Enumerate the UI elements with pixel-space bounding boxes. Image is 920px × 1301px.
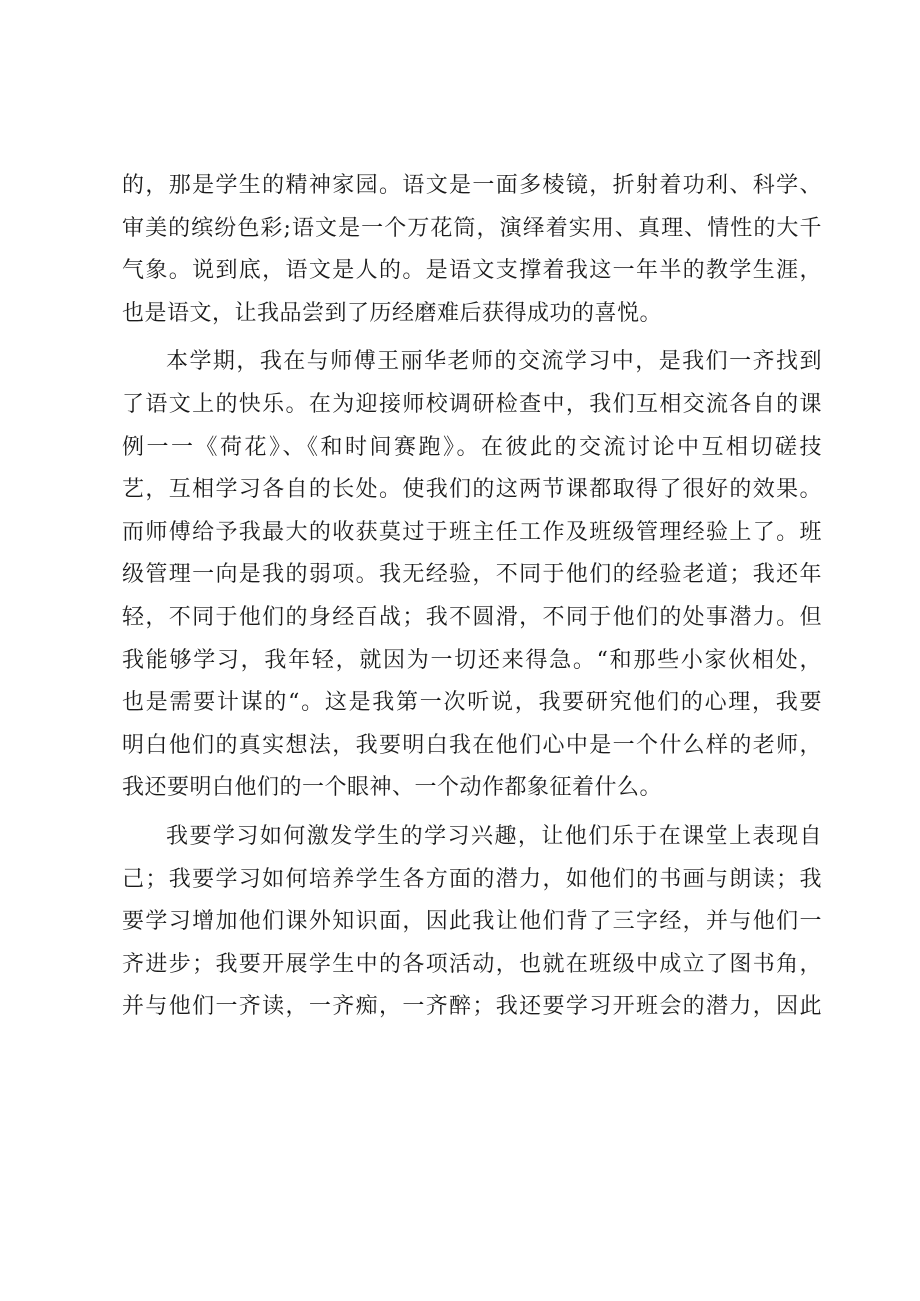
text-line: 气象。说到底，语文是人的。是语文支撑着我这一年半的教学生涯， — [122, 258, 822, 284]
body-text — [122, 165, 822, 1029]
text-line: 级管理一向是我的弱项。我无经验，不同于他们的经验老道；我还年 — [122, 562, 822, 588]
paragraph-3 — [122, 816, 822, 1029]
text-line: 本学期，我在与师傅王丽华老师的交流学习中，是我们一齐找到 — [166, 349, 822, 375]
text-line: 了语文上的快乐。在为迎接师校调研检查中，我们互相交流各自的课 — [122, 391, 822, 417]
text-line: 轻，不同于他们的身经百战；我不圆滑，不同于他们的处事潜力。但 — [122, 604, 822, 630]
text-line: 也是语文，让我品尝到了历经磨难后获得成功的喜悦。 — [122, 300, 663, 326]
paragraph-1 — [122, 165, 822, 335]
text-line: 的，那是学生的精神家园。语文是一面多棱镜，折射着功利、科学、 — [122, 173, 822, 198]
text-line: 明白他们的真实想法，我要明白我在他们心中是一个什么样的老师， — [122, 732, 822, 758]
text-line: 审美的缤纷色彩;语文是一个万花筒，演绎着实用、真理、情性的大千 — [122, 215, 822, 241]
text-line: 齐进步；我要开展学生中的各项活动，也就在班级中成立了图书角， — [122, 951, 822, 977]
text-line: 并与他们一齐读，一齐痴，一齐醉；我还要学习开班会的潜力，因此 — [122, 994, 822, 1020]
text-line: 我还要明白他们的一个眼神、一个动作都象征着什么。 — [122, 775, 663, 801]
text-line: 而师傅给予我最大的收获莫过于班主任工作及班级管理经验上了。班 — [122, 519, 822, 545]
text-line: 艺，互相学习各自的长处。使我们的这两节课都取得了很好的效果。 — [122, 477, 822, 503]
text-line: 例一一《荷花》、《和时间赛跑》。在彼此的交流讨论中互相切磋技 — [122, 434, 822, 460]
text-line: 己；我要学习如何培养学生各方面的潜力，如他们的书画与朗读；我 — [122, 866, 822, 892]
text-line: 也是需要计谋的“。这是我第一次听说，我要研究他们的心理，我要 — [122, 690, 822, 716]
paragraph-2 — [122, 341, 822, 810]
text-line: 我要学习如何激发学生的学习兴趣，让他们乐于在课堂上表现自 — [166, 823, 822, 849]
text-line: 要学习增加他们课外知识面，因此我让他们背了三字经，并与他们一 — [122, 909, 822, 935]
text-line: 我能够学习，我年轻，就因为一切还来得急。“和那些小家伙相处， — [122, 647, 822, 673]
